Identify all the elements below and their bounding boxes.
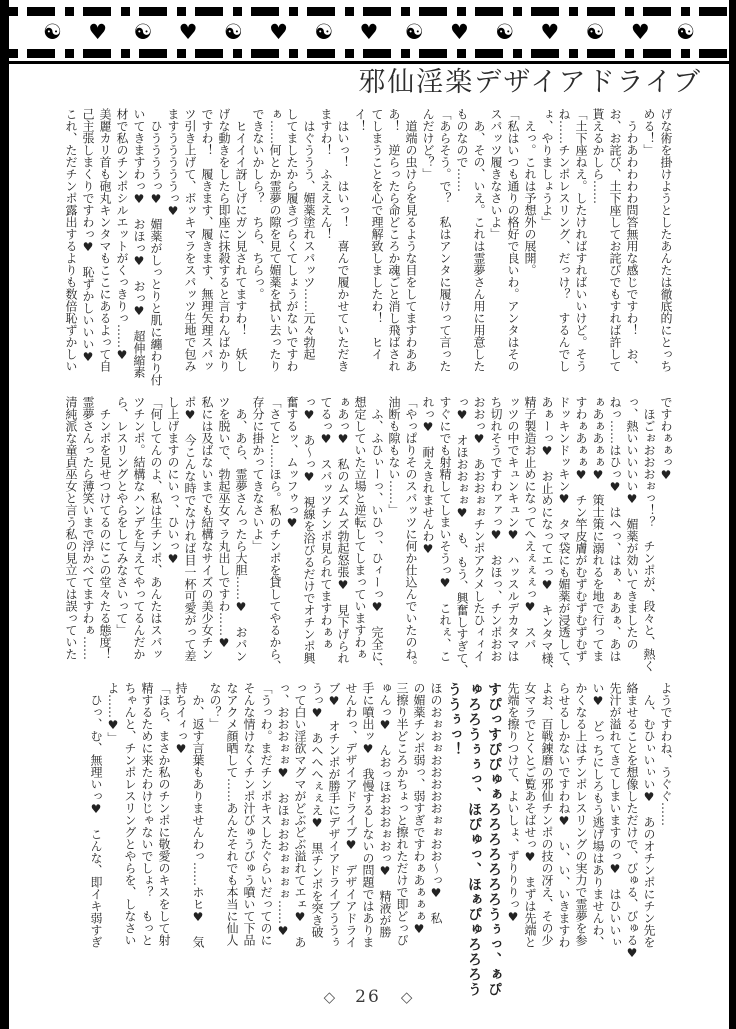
text-column: 貰えるかしら…… xyxy=(591,108,605,204)
text-column: イ！ xyxy=(353,108,367,132)
yin-yang-icon: ☯ xyxy=(676,20,695,44)
heart-icon: ♥ xyxy=(178,20,198,44)
page-footer xyxy=(0,987,736,1007)
text-column: って白い淫欲マグマがどぶどぶ溢れてエェ♥ あ xyxy=(293,682,307,948)
yin-yang-icon: ☯ xyxy=(223,20,243,44)
text-column: ッツの中でキュンキュン♥ ハッスルデカタマは xyxy=(506,396,520,662)
text-column: ううぅっ！ xyxy=(446,682,462,757)
heart-icon: ♥ xyxy=(540,20,560,44)
text-column: よお、百戦錬磨の邪仙チンポの技の冴え、その少 xyxy=(540,682,554,946)
text-column: お、お詫び、土下座してお詫びでもすれば許して xyxy=(608,108,622,372)
page-border-right xyxy=(729,0,736,1029)
heart-icon: ♥ xyxy=(449,20,469,44)
text-column: 「あらそう。で？ 私はアンタに履けって言った xyxy=(438,108,452,372)
text-column: 油断も隙もない……」 xyxy=(387,396,401,516)
text-column: ひううううっ♥ 媚薬がしっとりと肌に纏わり付 xyxy=(149,108,163,386)
text-column: すぴっすぴぴゅぁろろろろろろろうぅっ、ぁぴ xyxy=(486,682,502,997)
text-column: ツ引き上げて、ボッキマラをスパッツ生地で包み xyxy=(183,108,197,372)
text-column: っ、熱いいいいい♥ 媚薬が効いてきましたの xyxy=(625,396,639,650)
text-column: 「うっわ。まだチンポキスしたぐらいだってのに xyxy=(259,682,273,946)
text-column: ぁあっ♥ 私のムズムズ勃起怒張♥ 見下げられ xyxy=(336,396,350,664)
text-column: そんな情けなくチンポ汁びゅうびゅう噴いて下品 xyxy=(242,682,256,946)
diamond-ornament-left: ◇ xyxy=(323,988,336,1006)
text-column: 清純派な童貞巫女と言う私の見立ては誤っていた xyxy=(64,396,78,660)
text-column: い♥ どっちにしろもう逃げ場はありませんわ、 xyxy=(591,682,605,948)
text-column: できないかしら？ ちら、ちらっ。 xyxy=(251,108,265,300)
page-border-left xyxy=(0,0,9,1029)
text-column: あぁーっ♥ お止めになってエっ♥ キンタマ様、 xyxy=(540,396,554,676)
heart-icon: ♥ xyxy=(88,20,108,44)
text-column: スパッツ履きなさいよ」 xyxy=(489,108,503,240)
text-block-top xyxy=(62,108,674,400)
page-number: 26 xyxy=(355,987,381,1007)
yin-yang-icon: ☯ xyxy=(404,20,424,44)
text-column: げな術を掛けようとしたあんたは徹底的にとっち xyxy=(659,108,673,372)
text-column: ほごぉおおおぉっ！？ チンポが、段々と、熱く xyxy=(642,396,656,672)
text-column: 奮するッ、ムッフゥっ♥ xyxy=(285,396,299,530)
text-column: かくなる上はチンポレスリングの実力で霊夢を参 xyxy=(574,682,588,946)
text-column: ょ、やりましょうよ」 xyxy=(540,108,554,228)
text-column: 先端を擦りつけて、よいしょ、ずりりりっ♥ xyxy=(506,682,520,924)
text-column: 持ちイィっ♥ xyxy=(174,682,188,756)
diamond-ornament-right: ◇ xyxy=(400,988,413,1006)
yin-yang-icon: ☯ xyxy=(585,20,605,44)
text-column: ブ♥ オチンポが勝手にデザイアドライブううぅ xyxy=(327,682,341,948)
text-column: チンポを見せつけてるのにこの堂々たる態度！ xyxy=(98,396,112,660)
text-column: 材で私のチンポシルエットがくっきりっ……♥ xyxy=(115,108,129,362)
text-column: 「ほら、まさか私のチンポに敬愛のキスをして射 xyxy=(157,682,171,946)
text-column: ほのおぉおぉおおおおおぉぉおお〜っ♥ 私 xyxy=(429,682,443,924)
text-column: なアクメ顔晒して……あんたそれでも本当に仙人 xyxy=(225,682,239,946)
text-column: ね……チンポレスリング、だっけ？ するんでし xyxy=(557,108,571,372)
text-column: いてきますわっ♥ おほっ♥ おっ♥ 超伸縮素 xyxy=(132,108,146,378)
text-column: うわあわわわわ問答無用な感じですわ！ お、 xyxy=(625,108,639,372)
yin-yang-icon: ☯ xyxy=(495,20,515,44)
text-column: ひっ、む、無理いっ♥ こんな、即イキ弱すぎ xyxy=(89,682,103,948)
heart-icon: ♥ xyxy=(359,20,379,44)
text-column: すぐにでも射精してしまいそうっ♥ これぇ、こ xyxy=(438,396,452,662)
text-column: ゅんっ♥ んおっほおおおぉおっ♥ 精液が勝 xyxy=(378,682,392,938)
text-column: れっ♥ 耐えきれませんわ♥ xyxy=(421,396,435,556)
dashed-rule-top xyxy=(9,7,729,16)
text-column: おおっ♥ あおおぉぉチンポアクメしたひィィイ xyxy=(472,396,486,662)
text-column: める！」 xyxy=(642,108,656,156)
text-column: えっ。これは予想外の展開。 xyxy=(523,108,537,276)
text-column: ですわ！ 履きます、履きます、無理矢理スパッ xyxy=(200,108,214,372)
yin-yang-icon: ☯ xyxy=(43,20,62,44)
text-column: 「土下座ねえ。したければすればいいけど。そう xyxy=(574,108,588,372)
dashed-rule-bottom xyxy=(9,49,729,58)
text-column: 精するために来たわけじゃないでしょ？ もっと xyxy=(140,682,154,946)
text-column: あ、その、いえ。これは霊夢さん用に用意した xyxy=(472,108,486,372)
text-column: 精子製造お止めになってへえぇぇぇっ♥ スパ xyxy=(523,396,537,650)
text-column: ヒイイイ訝しげにガン見されてますわ！ 妖し xyxy=(234,108,248,372)
text-column: ますうううううっ♥ xyxy=(166,108,180,218)
text-column: ら、レスリングとやらをしてみなさいって」 xyxy=(115,396,129,636)
text-column: ん、むひぃいぃい♥ あのオチンポにチン先を xyxy=(642,682,656,948)
text-column: ものなので…… xyxy=(455,108,469,192)
text-column: あ、あら、霊夢さんったら大胆……♥ おパン xyxy=(234,396,248,662)
text-column: ドッキンドッキン♥ タマ袋にも媚薬が浸透して、 xyxy=(557,396,571,674)
text-column: すわぁあぁぁ♥ チン竿皮膚がむずむずむずむず xyxy=(574,396,588,662)
text-column: あ！ 逆らったら命どころか魂ごと消し飛ばされ xyxy=(387,108,401,372)
text-column: 美麗カリ首も砲丸キンタマもここにあるよって自 xyxy=(98,108,112,372)
text-column: ち切れそうですわァァっ♥ おほっ、チンポおお xyxy=(489,396,503,662)
icon-row xyxy=(9,16,729,49)
text-column: 絡ませることを想像しただけで、びゅる、びゅる♥ xyxy=(625,682,639,960)
heart-icon: ♥ xyxy=(269,20,288,44)
text-column: ツチンポ。結構なハンデを与えてやってるんだか xyxy=(132,396,146,660)
text-column: ようですわね、うぐぐ…… xyxy=(659,682,673,826)
text-column: よ……♥」 xyxy=(106,682,120,744)
text-column: 手に噴出ッ♥ 我慢するしないの問題ではありま xyxy=(361,682,375,948)
decorative-header-band xyxy=(9,7,729,64)
text-column: 「やっぱりそのスパッツに何か仕込んでいたのね。 xyxy=(404,396,418,672)
text-column: 私には及ばないまでも結構なサイズの美少女チン xyxy=(200,396,214,660)
text-column: ちゃんと、チンポレスリングとやらを、しなさい xyxy=(123,682,137,946)
text-column: 「さてと……ほら。私のチンポを貸してやるから、 xyxy=(268,396,282,672)
yin-yang-icon: ☯ xyxy=(133,20,153,44)
heart-icon: ♥ xyxy=(630,20,650,44)
text-column: 存分に掛かってきなさいよ」 xyxy=(251,396,265,552)
text-column: してましたから履きづらくてしょうがないですわ xyxy=(285,108,299,372)
text-column: 想定していた立場と逆転してしまっていますわぁ xyxy=(353,396,367,660)
yin-yang-icon: ☯ xyxy=(314,20,334,44)
text-column: はいっ！ はいっ！ 喜んで履かせていただき xyxy=(336,108,350,372)
text-column: っ♥ オほおおぉぉ♥ も、もう、興奮しすぎて、 xyxy=(455,396,469,676)
text-column: っ、おおおぉぉ♥ おほぉおおぉぉぉぉ……♥ xyxy=(276,682,290,938)
text-column: し上げますのにいっ、ひいっ♥ xyxy=(166,396,180,566)
text-column: らせるしかないですわね♥ い、い、いきますわ xyxy=(557,682,571,948)
text-column: ぁあぁあぁぁ♥ 策士策に溺れるを地で行ってま xyxy=(591,396,605,662)
text-column: 霊夢さんったら薄笑いまで浮かべてますわぁ…… xyxy=(81,396,95,660)
text-column: これ、ただチンポ露出するよりも数倍恥ずかしい xyxy=(64,108,78,372)
text-block-middle xyxy=(62,396,674,688)
text-column: てしまうことを心で理解致しましたわ！ ヒイ xyxy=(370,108,384,360)
text-column: ねっ……はひっ♥ はへっ、はぁ、ぁあぁ、あは xyxy=(608,396,622,662)
text-column: うっ♥ あへへへぇぇえ♥ 黒チンポを突き破 xyxy=(310,682,324,938)
text-column: んだけど？」 xyxy=(421,108,435,180)
text-column: ツを脱いで、勃起巫女マラ丸出しですわ……♥ xyxy=(217,396,231,650)
text-column: 先汁が溢れてきてしまいますのっ♥ はひいいぃ xyxy=(608,682,622,948)
text-column: せんわっ、デザイアドライブ♥ デザイアドライ xyxy=(344,682,358,948)
text-column: はぐううう、媚薬塗れスパッツ……元々勃起 xyxy=(302,108,316,360)
text-column: ゅろろうぅぅっ、ほぴゅっ、ほぁぴゅろろろう xyxy=(466,682,482,997)
text-column: 「何してんのよ、私は生チンポ、あんたはスパッ xyxy=(149,396,163,660)
text-column: 道端の虫けらを見るような目をしてますわああ xyxy=(404,108,418,372)
text-column: 「私はいつも通りの格好で良いわ。アンタはその xyxy=(506,108,520,372)
text-column: ですわぁぁっ♥ xyxy=(659,396,673,482)
text-column: なの？」 xyxy=(208,682,222,730)
text-column: 三擦り半どころかちょっと擦れただけで即どっぴ xyxy=(395,682,409,946)
text-column: ますわ！ ふえええん！ xyxy=(319,108,333,240)
text-column: か、返す言葉もありませんわっ……ホヒ♥ 気 xyxy=(191,682,205,948)
page-title: 邪仙淫楽デザイアドライブ xyxy=(358,67,702,98)
text-column: ふ、ふひぃーっ、いひっ、ひィーっ♥ 完全に、 xyxy=(370,396,384,674)
text-column: ぁ……何とか霊夢の隙を見て媚薬を拭い去ったり xyxy=(268,108,282,372)
text-column: 己主張しまくりですわっ♥ 恥ずかしいいい♥ xyxy=(81,108,95,364)
text-column: の媚薬チンポ弱っ、弱すぎですわぁあぁぁぁ♥ xyxy=(412,682,426,936)
text-column: ポ♥ 今こんな時でなければ目一杯可愛がって差 xyxy=(183,396,197,662)
text-column: げな動きをしたら即座に抹殺すると言わんばかり xyxy=(217,108,231,372)
text-column: てるっ♥ スパッツチンポ見られてますわぁぁ xyxy=(319,396,333,650)
text-column: っ♥ あ〜っ♥ 視線を浴びるだけでオチンポ興 xyxy=(302,396,316,664)
text-column: 女マラでとくとご覧あそばせっ♥ まずは先端と xyxy=(523,682,537,948)
